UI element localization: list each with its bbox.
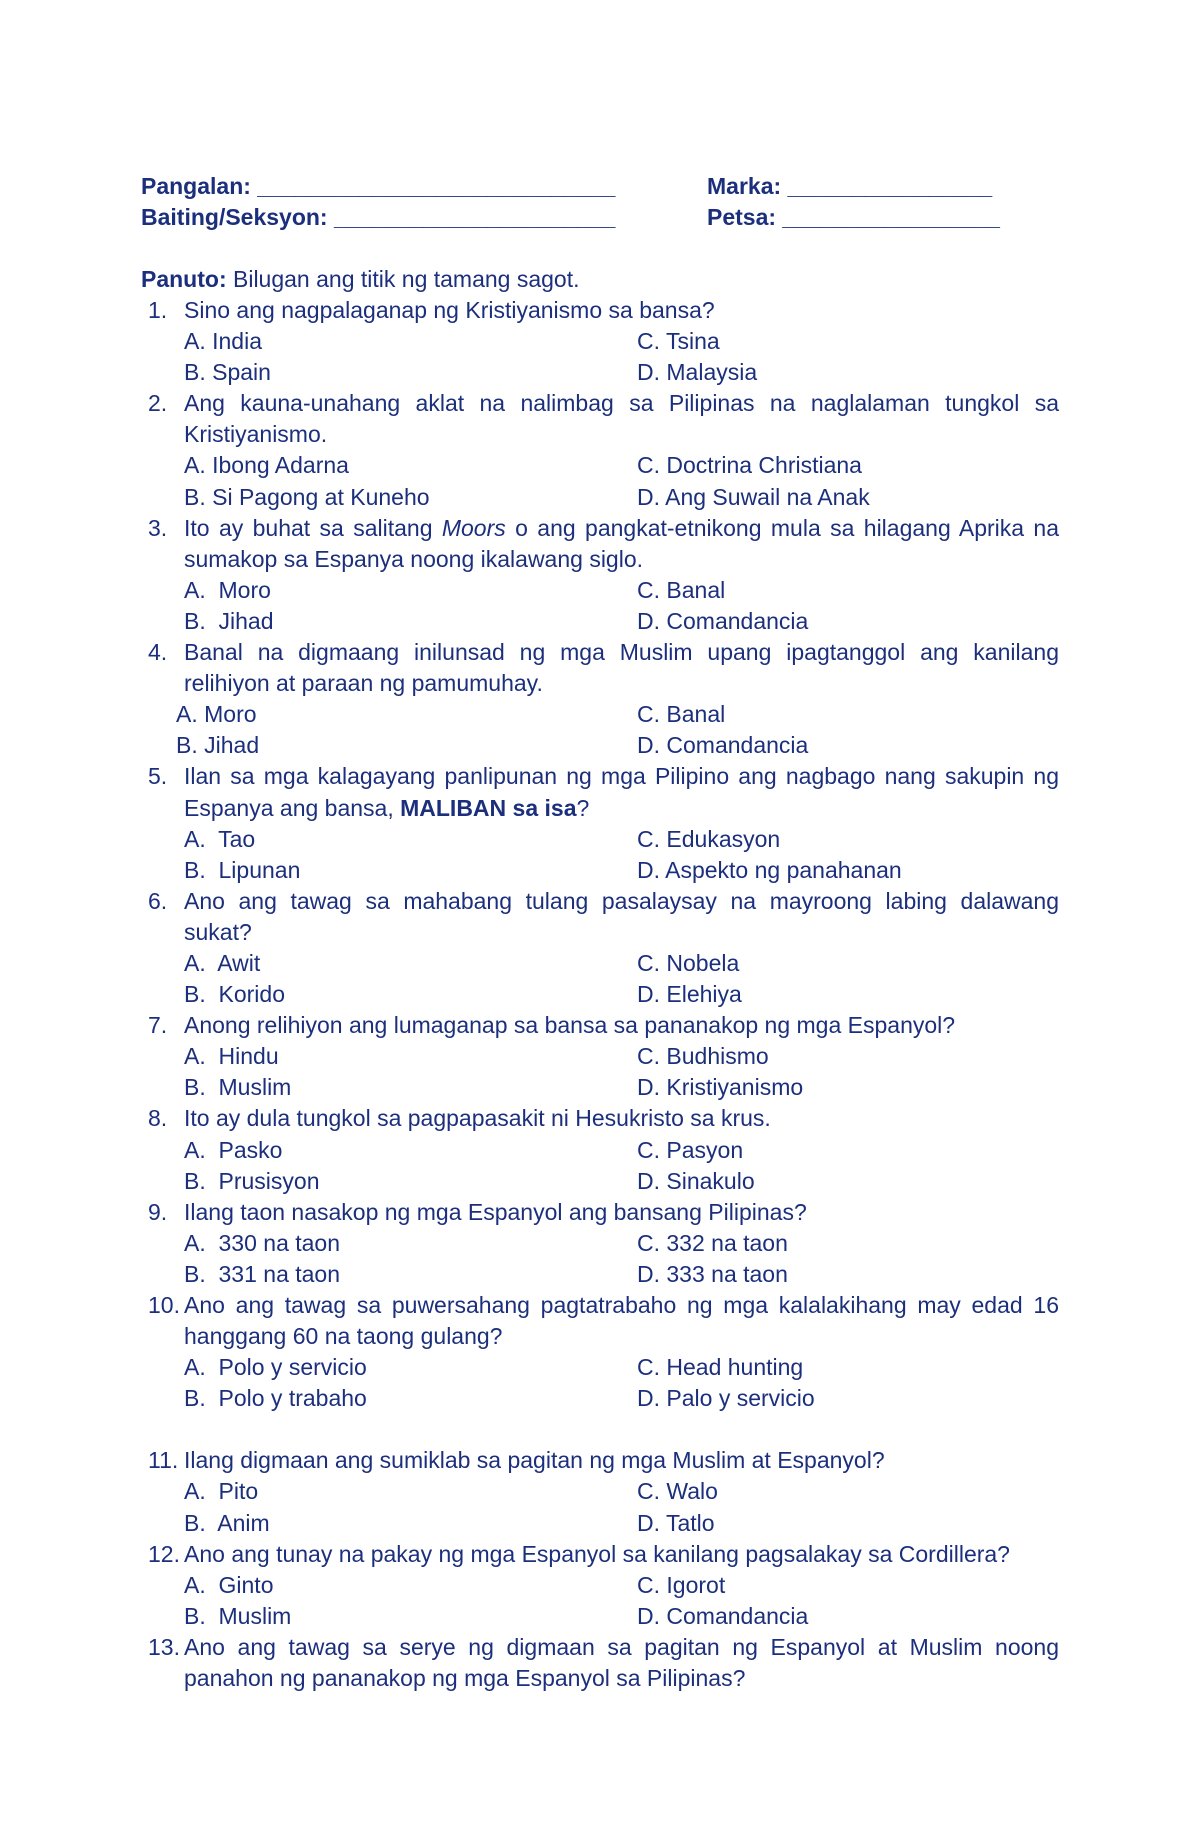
question-number: 9. (148, 1198, 168, 1225)
question-6 (141, 886, 1059, 1010)
question-number: 11. (148, 1447, 179, 1474)
choices (184, 948, 1059, 1010)
choice-b[interactable]: B. Polo y trabaho (184, 1385, 367, 1412)
question-text-end: o ang pangkat-etnikong mula sa hilagang Aprika na sumakop sa Espanya noong ikalawang siglo. (184, 514, 1060, 572)
choice-c[interactable]: C. Banal (637, 701, 726, 728)
choice-c[interactable]: C. Head hunting (637, 1354, 804, 1381)
question-11 (141, 1445, 1059, 1538)
date-field: Petsa: _________________ (707, 204, 1000, 230)
question-number: 5. (148, 763, 168, 790)
question-text: Anong relihiyon ang lumaganap sa bansa sa pananakop ng mga Espanyol? (184, 1012, 956, 1039)
question-number: 1. (148, 297, 168, 323)
question-number: 7. (148, 1012, 168, 1039)
question-7 (141, 1010, 1059, 1103)
choice-c[interactable]: C. Banal (637, 576, 726, 603)
choice-b[interactable]: B. Muslim (184, 1074, 292, 1101)
question-9 (141, 1197, 1059, 1290)
choice-c[interactable]: C. 332 na taon (637, 1229, 788, 1256)
choice-a[interactable]: A. Hindu (184, 1043, 279, 1070)
choice-d[interactable]: D. Ang Suwail na Anak (637, 483, 870, 510)
question-text: Ilang digmaan ang sumiklab sa pagitan ng mga Muslim at Espanyol? (184, 1447, 885, 1474)
choice-b[interactable]: B. Korido (184, 981, 285, 1008)
choices (184, 1135, 1059, 1197)
question-3 (141, 513, 1059, 637)
question-number: 10. (148, 1292, 180, 1318)
question-number: 13. (148, 1633, 180, 1660)
question-list (141, 295, 1059, 1694)
choice-c[interactable]: C. Nobela (637, 949, 740, 976)
choice-a[interactable]: A. Pito (184, 1478, 259, 1505)
choice-c[interactable]: C. Walo (637, 1478, 718, 1505)
question-12 (141, 1539, 1059, 1632)
question-number: 12. (148, 1540, 180, 1567)
question-number: 6. (148, 887, 168, 914)
choice-d[interactable]: D. Tatlo (637, 1509, 715, 1536)
question-text-end: ? (576, 794, 590, 821)
name-field: Pangalan: ____________________________ (141, 173, 616, 199)
choices (184, 1352, 1059, 1414)
choice-d[interactable]: D. 333 na taon (637, 1260, 788, 1287)
choice-b[interactable]: B. 331 na taon (184, 1260, 341, 1287)
choice-d[interactable]: D. Comandancia (637, 732, 809, 759)
question-number: 8. (148, 1105, 168, 1132)
question-text: Ilang taon nasakop ng mga Espanyol ang bansang Pilipinas? (184, 1198, 807, 1225)
choice-d[interactable]: D. Elehiya (637, 981, 742, 1008)
choice-a[interactable]: A. India (184, 328, 262, 355)
question-text: Ang kauna-unahang aklat na nalimbag sa Pilipinas na naglalaman tungkol sa Kristiyanismo. (184, 390, 1059, 448)
question-text: Ito ay dula tungkol sa pagpapasakit ni Hesukristo sa krus. (184, 1105, 771, 1132)
choice-a[interactable]: A. Tao (184, 825, 256, 852)
question-10 (141, 1290, 1059, 1414)
choices (184, 450, 1059, 512)
choice-a[interactable]: A. Polo y servicio (184, 1354, 367, 1381)
choice-b[interactable]: B. Muslim (184, 1602, 292, 1629)
choices (184, 1041, 1059, 1103)
question-2 (141, 388, 1059, 512)
choice-b[interactable]: B. Si Pagong at Kuneho (184, 483, 430, 510)
choice-a[interactable]: A. Ibong Adarna (184, 452, 349, 479)
question-number: 4. (148, 639, 168, 666)
question-text-start: Ilan sa mga kalagayang panlipunan ng mga Pilipino ang nagbago nang sakupin ng Espanya ang bansa, (184, 763, 1059, 821)
question-5 (141, 761, 1059, 885)
question-text (184, 761, 1059, 823)
choices (184, 1228, 1059, 1290)
question-text: Sino ang nagpalaganap ng Kristiyanismo sa bansa? (184, 297, 715, 323)
choice-b[interactable]: B. Prusisyon (184, 1167, 320, 1194)
choice-b[interactable]: B. Lipunan (184, 856, 301, 883)
question-number: 2. (148, 390, 168, 417)
question-text: Ano ang tawag sa puwersahang pagtatrabaho ng mga kalalakihang may edad 16 hanggang 60 na taong gulang? (184, 1292, 1059, 1350)
choice-a[interactable]: A. Ginto (184, 1571, 274, 1598)
question-1 (141, 295, 1059, 388)
choice-c[interactable]: C. Pasyon (637, 1136, 744, 1163)
choices (184, 1476, 1059, 1538)
choice-d[interactable]: D. Comandancia (637, 1602, 809, 1629)
choice-a[interactable]: A. Moro (176, 701, 257, 728)
choice-d[interactable]: D. Comandancia (637, 607, 809, 634)
section-field: Baiting/Seksyon: ______________________ (141, 204, 616, 230)
instructions-label: Panuto: (141, 266, 227, 292)
choice-b[interactable]: B. Anim (184, 1509, 270, 1536)
question-4 (141, 637, 1059, 761)
question-text-emphasis: Moors (441, 514, 506, 541)
choice-c[interactable]: C. Budhismo (637, 1043, 769, 1070)
question-number: 3. (148, 514, 168, 541)
choice-d[interactable]: D. Aspekto ng panahanan (637, 856, 902, 883)
choice-c[interactable]: C. Igorot (637, 1571, 726, 1598)
choices (184, 326, 1059, 388)
choices (184, 575, 1059, 637)
choice-d[interactable]: D. Malaysia (637, 359, 758, 386)
question-text: Ano ang tawag sa mahabang tulang pasalaysay na mayroong labing dalawang sukat? (184, 887, 1059, 945)
choice-d[interactable]: D. Kristiyanismo (637, 1074, 804, 1101)
choices (184, 1570, 1059, 1632)
grade-field: Marka: ________________ (707, 173, 993, 199)
question-text: Banal na digmaang inilunsad ng mga Muslim upang ipagtanggol ang kanilang relihiyon at paraan ng pamumuhay. (184, 639, 1059, 697)
choice-d[interactable]: D. Palo y servicio (637, 1385, 815, 1412)
choices (184, 824, 1059, 886)
choice-b[interactable]: B. Jihad (184, 607, 274, 634)
choices (176, 699, 1059, 761)
choice-a[interactable]: A. 330 na taon (184, 1229, 341, 1256)
choice-c[interactable]: C. Doctrina Christiana (637, 452, 862, 479)
question-8 (141, 1103, 1059, 1196)
question-13 (141, 1632, 1059, 1694)
choice-b[interactable]: B. Spain (184, 359, 271, 386)
question-text-emphasis: MALIBAN sa isa (400, 794, 577, 821)
choice-d[interactable]: D. Sinakulo (637, 1167, 755, 1194)
instructions (141, 264, 580, 295)
question-text: Ano ang tunay na pakay ng mga Espanyol sa kanilang pagsalakay sa Cordillera? (184, 1540, 1010, 1567)
choice-a[interactable]: A. Moro (184, 576, 271, 603)
choice-a[interactable]: A. Awit (184, 949, 261, 976)
question-text: Ano ang tawag sa serye ng digmaan sa pagitan ng Espanyol at Muslim noong panahon ng pananakop ng mga Espanyol sa Pilipinas? (184, 1633, 1059, 1692)
choice-b[interactable]: B. Jihad (176, 732, 260, 759)
question-text-start: Ito ay buhat sa salitang (184, 514, 442, 541)
choice-c[interactable]: C. Edukasyon (637, 825, 781, 852)
question-text (184, 513, 1059, 575)
choice-c[interactable]: C. Tsina (637, 328, 720, 355)
instructions-text: Bilugan ang titik ng tamang sagot. (226, 266, 580, 292)
choice-a[interactable]: A. Pasko (184, 1136, 283, 1163)
